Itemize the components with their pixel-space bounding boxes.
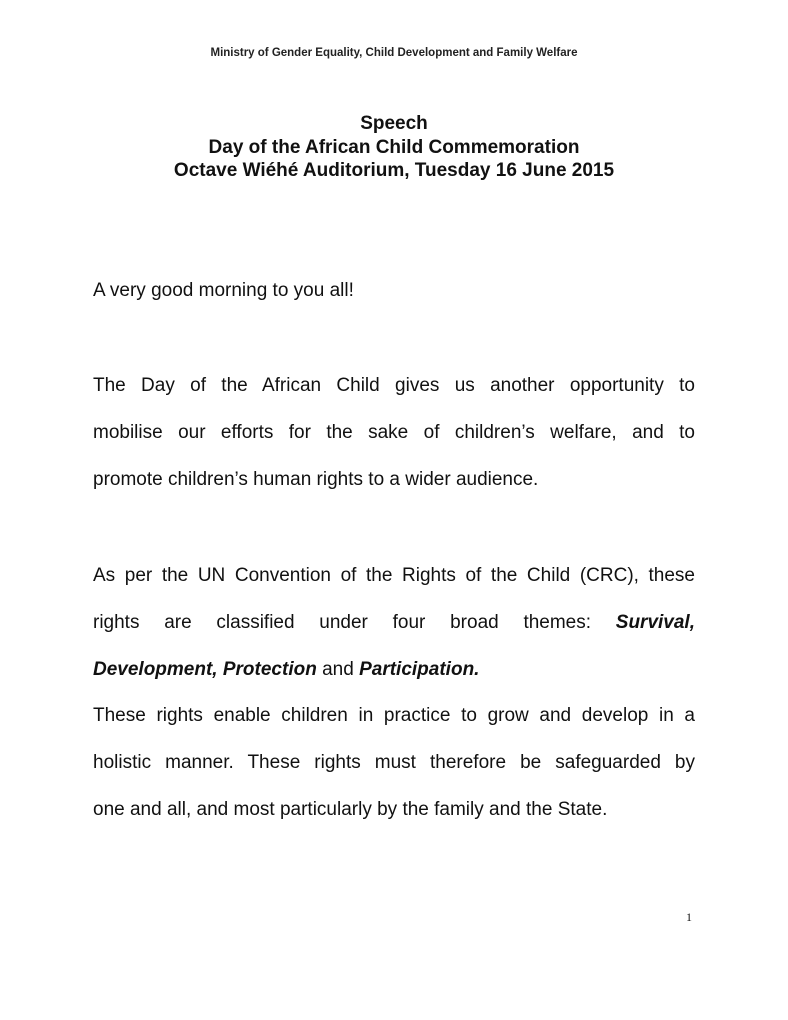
title-line-3: Octave Wiéhé Auditorium, Tuesday 16 June 2015 bbox=[173, 160, 615, 181]
page-number: 1 bbox=[686, 910, 692, 924]
paragraph-3 bbox=[93, 692, 695, 833]
paragraph-1 bbox=[93, 362, 695, 503]
paragraph-2 bbox=[93, 552, 695, 693]
greeting-paragraph bbox=[93, 267, 695, 314]
and-text: and bbox=[322, 659, 354, 680]
title-line-1: Speech bbox=[360, 113, 428, 134]
paragraph-line: The Day of the African Child gives us another opportunity to bbox=[93, 375, 695, 396]
paragraph-line: holistic manner. These rights must therefore be safeguarded by bbox=[93, 752, 695, 773]
ministry-header: Ministry of Gender Equality, Child Development and Family Welfare bbox=[210, 47, 578, 59]
theme-survival: Survival, bbox=[615, 612, 695, 633]
greeting-line: A very good morning to you all! bbox=[93, 280, 354, 301]
paragraph-line bbox=[93, 646, 695, 693]
paragraph-line: mobilise our efforts for the sake of children’s welfare, and to bbox=[93, 422, 695, 443]
paragraph-line: promote children’s human rights to a wider audience. bbox=[93, 469, 539, 490]
theme-development-protection: Development, Protection bbox=[93, 659, 317, 680]
theme-participation: Participation. bbox=[359, 659, 480, 680]
paragraph-line: one and all, and most particularly by the family and the State. bbox=[93, 799, 608, 820]
speech-title bbox=[0, 112, 788, 183]
paragraph-line bbox=[93, 599, 695, 646]
paragraph-line: As per the UN Convention of the Rights of the Child (CRC), these bbox=[93, 565, 695, 586]
line-text: rights are classified under four broad themes: bbox=[93, 612, 592, 633]
paragraph-line: These rights enable children in practice to grow and develop in a bbox=[93, 705, 695, 726]
title-line-2: Day of the African Child Commemoration bbox=[208, 136, 580, 158]
